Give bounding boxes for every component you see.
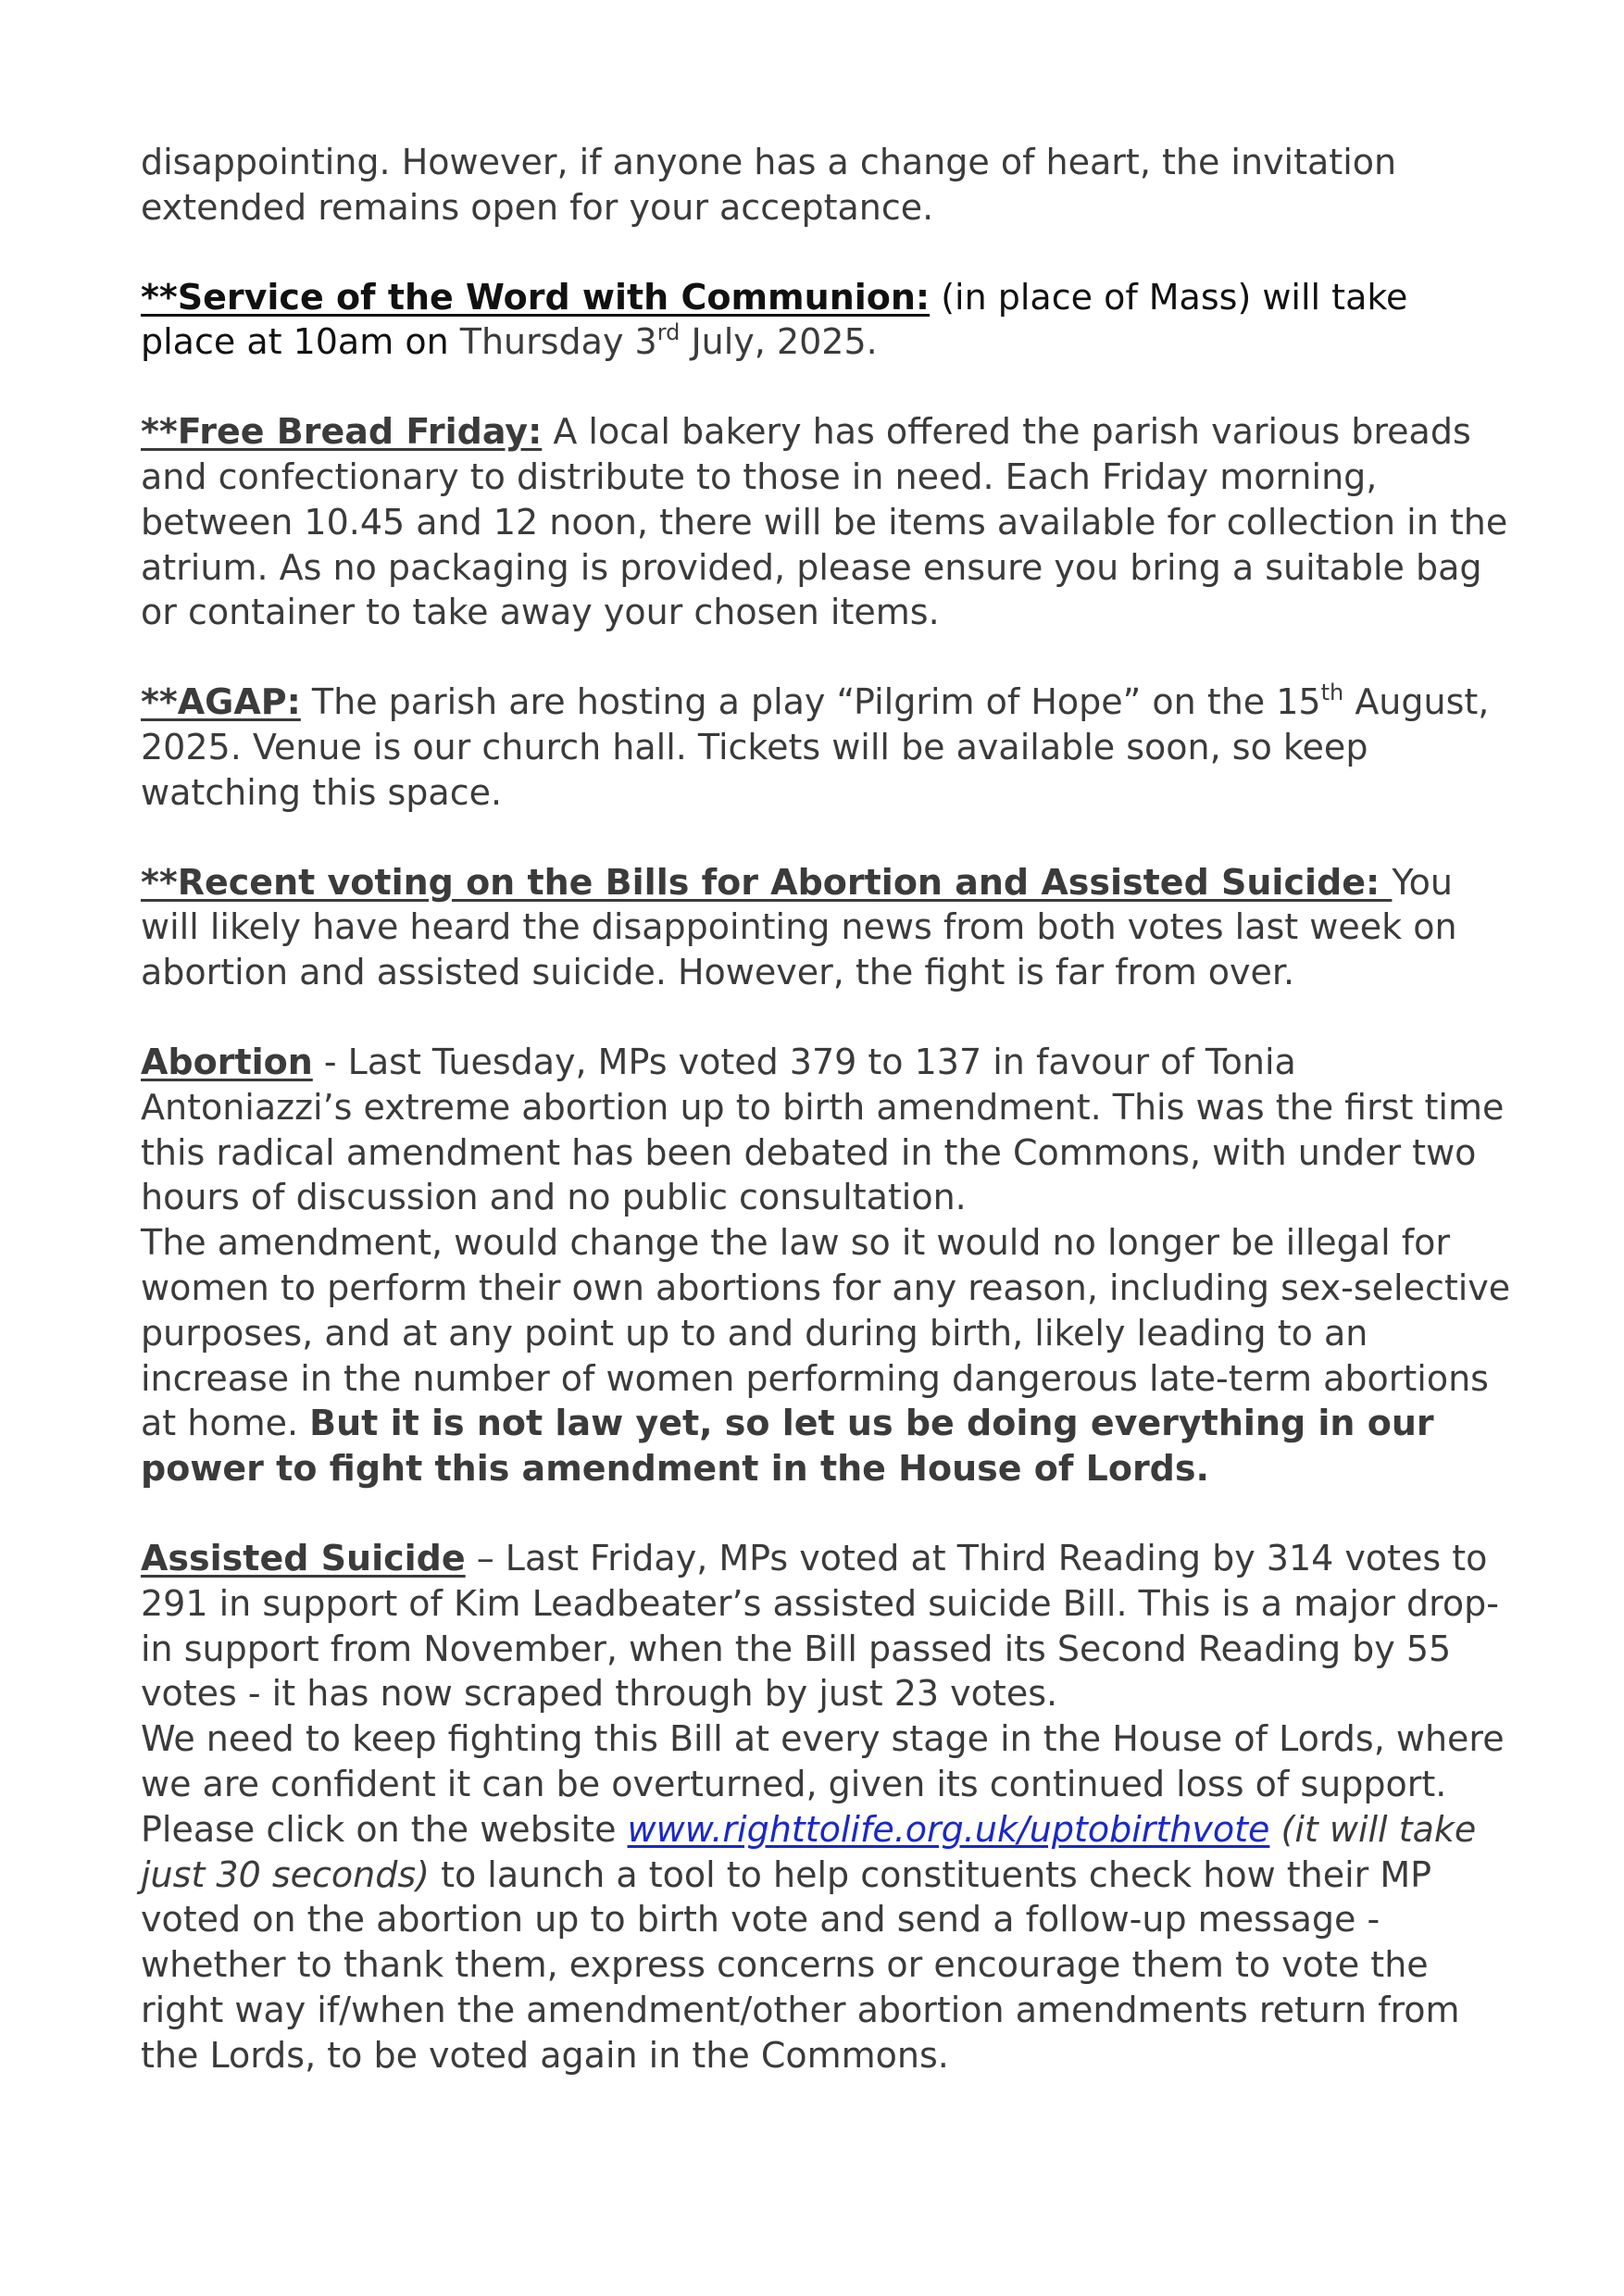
- service-paragraph: [141, 275, 1513, 366]
- agap-ordinal: th: [1320, 680, 1344, 706]
- click-text-b: to launch a tool to help constituents check how their MP voted on the abortion up to birth vote and send a follow-up message - whether to thank them, express concerns or encourage them to vote the right way if/when the amendment/other abortion amendments return from the Lords, to be voted again in the Commons.: [141, 1853, 1460, 2076]
- service-body-b: Thursday 3: [459, 321, 657, 363]
- service-ordinal: rd: [656, 319, 681, 346]
- suicide-body: – Last Friday, MPs voted at Third Reading by 314 votes to 291 in support of Kim Leadbeater’s assisted suicide Bill. This is a major drop-in support from November, when the Bill passed its Second Reading by 55 votes - it has now scraped through by just 23 votes.: [141, 1537, 1499, 1715]
- voting-heading: **Recent voting on the Bills for Abortion and Assisted Suicide:: [141, 861, 1393, 903]
- abortion-body: - Last Tuesday, MPs voted 379 to 137 in favour of Tonia Antoniazzi’s extreme abortion up to birth amendment. This was the first time this radical amendment has been debated in the Commons, with under two hours of discussion and no public consultation.: [141, 1041, 1505, 1218]
- abortion-bold-text: But it is not law yet, so let us be doing everything in our power to fight this amendment in the House of Lords.: [141, 1403, 1434, 1490]
- agap-body-a: The parish are hosting a play “Pilgrim of Hope” on the 15: [300, 681, 1321, 723]
- intro-paragraph: [141, 140, 1513, 231]
- suicide-paragraph-2: [141, 1716, 1513, 1807]
- service-body-a: (in place of Mass) will take place at 10am on: [141, 276, 1408, 363]
- click-paragraph: [141, 1807, 1513, 2078]
- voting-paragraph: [141, 860, 1513, 995]
- service-heading: **Service of the Word with Communion:: [141, 276, 931, 318]
- bread-paragraph: [141, 409, 1513, 635]
- bread-heading: **Free Bread Friday:: [141, 411, 543, 453]
- bread-body: A local bakery has offered the parish various breads and confectionary to distribute to those in need. Each Friday morning, between 10.45 and 12 noon, there will be items available for collection in the atrium. As no packaging is provided, please ensure you bring a suitable bag or container to take away your chosen items.: [141, 411, 1508, 633]
- abortion-heading: Abortion: [141, 1041, 313, 1082]
- suicide-body-2: We need to keep fighting this Bill at every stage in the House of Lords, where we are confident it can be overturned, given its continued loss of support.: [141, 1718, 1505, 1804]
- suicide-paragraph: [141, 1536, 1513, 1716]
- abortion-paragraph-2: [141, 1220, 1513, 1491]
- righttolife-link[interactable]: www.righttolife.org.uk/uptobirthvote: [627, 1808, 1270, 1850]
- agap-heading: **AGAP:: [141, 681, 301, 723]
- agap-paragraph: [141, 680, 1513, 815]
- suicide-heading: Assisted Suicide: [141, 1537, 466, 1578]
- abortion-body-2: The amendment, would change the law so it would no longer be illegal for women to perform their own abortions for any reason, including sex-selective purposes, and at any point up to and during birth, likely leading to an increase in the number of women performing dangerous late-term abortions at home.: [141, 1222, 1511, 1444]
- agap-body-b: August, 2025. Venue is our church hall. Tickets will be available soon, so keep watching this space.: [141, 681, 1490, 813]
- click-text-a: Please click on the website: [141, 1808, 628, 1850]
- intro-text: disappointing. However, if anyone has a change of heart, the invitation extended remains open for your acceptance.: [141, 142, 1397, 228]
- service-body-c: July, 2025.: [680, 321, 878, 363]
- click-italic: (it will take just 30 seconds): [141, 1808, 1477, 1895]
- abortion-paragraph: [141, 1040, 1513, 1220]
- voting-body: You will likely have heard the disappointing news from both votes last week on abortion and assisted suicide. However, the fight is far from over.: [141, 861, 1457, 993]
